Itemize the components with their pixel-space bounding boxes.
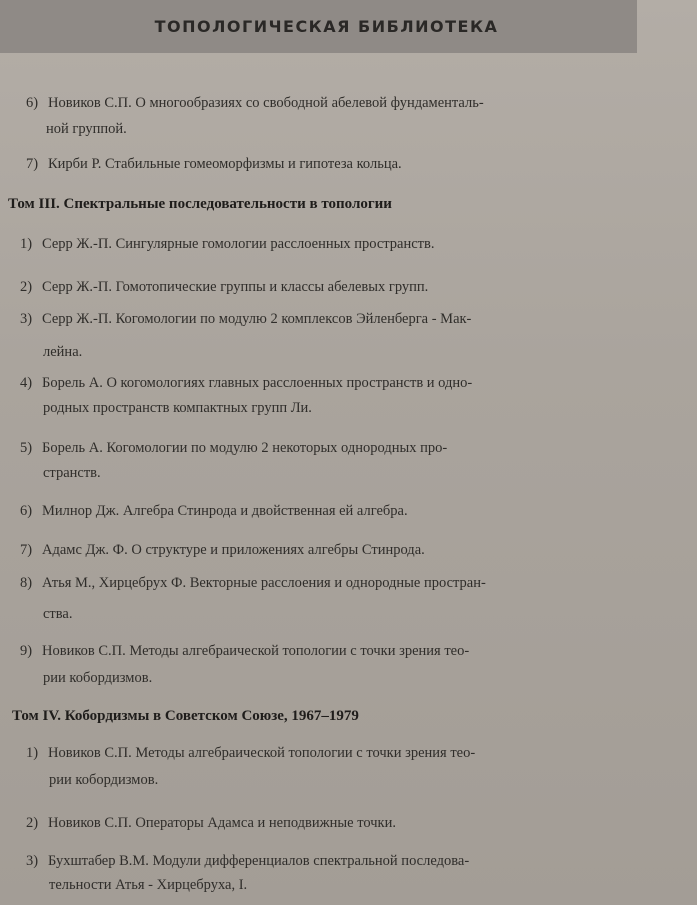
volume-heading: Том IV. Кобордизмы в Советском Союзе, 1967–1979	[12, 708, 359, 724]
item-text: Атья М., Хирцебрух Ф. Векторные расслоения и однородные простран-	[42, 575, 486, 591]
list-item	[20, 437, 447, 459]
item-number: 3)	[20, 311, 33, 327]
list-item	[20, 276, 428, 298]
item-number: 7)	[26, 156, 39, 172]
item-number: 3)	[26, 853, 39, 869]
item-number: 7)	[20, 542, 33, 558]
item-text: Новиков С.П. Методы алгебраической топологии с точки зрения тео-	[42, 643, 470, 659]
list-item	[20, 372, 472, 394]
list-item-continuation	[46, 118, 127, 140]
item-text: лейна.	[43, 344, 83, 360]
item-number: 9)	[20, 643, 33, 659]
item-text: родных пространств компактных групп Ли.	[43, 400, 312, 416]
list-item	[20, 500, 408, 522]
list-item-continuation	[43, 462, 101, 484]
volume-heading: Том III. Спектральные последовательности в топологии	[8, 196, 392, 212]
list-item	[20, 640, 469, 662]
item-number: 6)	[20, 503, 33, 519]
item-number: 1)	[20, 236, 33, 252]
item-number: 1)	[26, 745, 39, 761]
item-text: Новиков С.П. О многообразиях со свободной абелевой фундаменталь-	[48, 95, 484, 111]
list-item-continuation	[43, 667, 152, 689]
list-item-continuation	[49, 874, 247, 896]
item-text: Бухштабер В.М. Модули дифференциалов спектральной последова-	[48, 853, 470, 869]
item-text: Новиков С.П. Методы алгебраической топологии с точки зрения тео-	[48, 745, 476, 761]
item-number: 2)	[20, 279, 33, 295]
list-item-continuation	[43, 397, 312, 419]
list-item	[20, 233, 434, 255]
item-text: Адамс Дж. Ф. О структуре и приложениях алгебры Стинрода.	[42, 542, 425, 558]
item-text: Новиков С.П. Операторы Адамса и неподвижные точки.	[48, 815, 396, 831]
item-text: ства.	[43, 606, 73, 622]
item-text: Борель А. Когомологии по модулю 2 некоторых однородных про-	[42, 440, 448, 456]
item-number: 4)	[20, 375, 33, 391]
list-item	[26, 153, 402, 175]
item-text: странств.	[43, 465, 101, 481]
header-title: ТОПОЛОГИЧЕСКАЯ БИБЛИОТЕКА	[154, 17, 499, 36]
item-number: 8)	[20, 575, 33, 591]
list-item	[26, 92, 484, 114]
list-item-continuation	[43, 603, 73, 625]
list-item-continuation	[43, 341, 82, 363]
list-item	[20, 308, 471, 330]
item-text: Серр Ж.-П. Когомологии по модулю 2 комплексов Эйленберга - Мак-	[42, 311, 472, 327]
list-item	[20, 539, 425, 561]
list-item	[26, 742, 475, 764]
item-text: рии кобордизмов.	[43, 670, 153, 686]
item-text: рии кобордизмов.	[49, 772, 159, 788]
list-item	[26, 812, 396, 834]
item-text: Милнор Дж. Алгебра Стинрода и двойственная ей алгебра.	[42, 503, 408, 519]
item-text: Серр Ж.-П. Сингулярные гомологии расслоенных пространств.	[42, 236, 435, 252]
item-text: Кирби Р. Стабильные гомеоморфизмы и гипотеза кольца.	[48, 156, 402, 172]
item-number: 6)	[26, 95, 39, 111]
running-header	[0, 0, 637, 53]
item-text: тельности Атья - Хирцебруха, I.	[49, 877, 248, 893]
item-number: 2)	[26, 815, 39, 831]
list-item	[26, 850, 469, 872]
item-text: Серр Ж.-П. Гомотопические группы и классы абелевых групп.	[42, 279, 429, 295]
item-text: Борель А. О когомологиях главных расслоенных пространств и одно-	[42, 375, 473, 391]
list-item-continuation	[49, 769, 158, 791]
item-number: 5)	[20, 440, 33, 456]
list-item	[20, 572, 486, 594]
item-text: ной группой.	[46, 121, 127, 137]
